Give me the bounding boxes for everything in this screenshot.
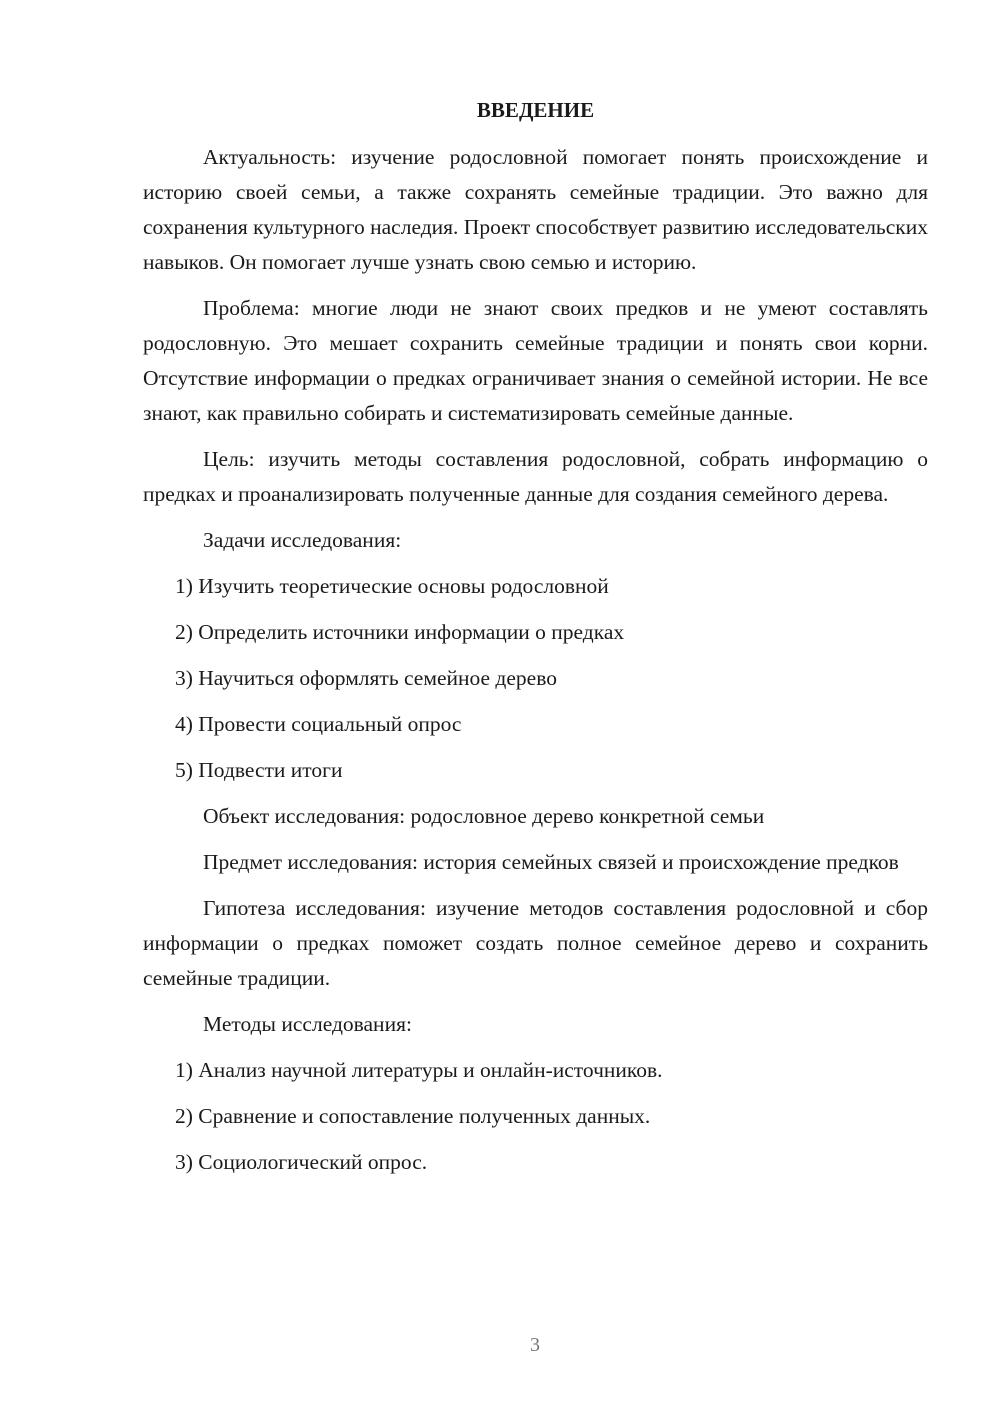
section-title: ВВЕДЕНИЕ: [476, 98, 595, 122]
method-item: 2) Сравнение и сопоставление полученных данных.: [175, 1104, 651, 1128]
hypothesis-paragraph: Гипотеза исследования: изучение методов составления родословной и сбор информации о предках поможет создать полное семейное дерево и сохранить семейные традиции.: [143, 896, 928, 990]
tasks-list: [143, 569, 928, 788]
task-item: 5) Подвести итоги: [175, 758, 343, 782]
goal-paragraph: Цель: изучить методы составления родословной, собрать информацию о предках и проанализировать полученные данные для создания семейного дерева.: [143, 447, 928, 506]
document-body: [143, 93, 928, 1191]
task-item: 4) Провести социальный опрос: [175, 712, 462, 736]
subject-paragraph: Предмет исследования: история семейных связей и происхождение предков: [203, 850, 899, 874]
problem-paragraph: Проблема: многие люди не знают своих предков и не умеют составлять родословную. Это мешает сохранить семейные традиции и понять свои корни. Отсутствие информации о предках ограничивает знания о семейной истории. Не все знают, как правильно собирать и систематизировать семейные данные.: [143, 296, 928, 425]
methods-list: [143, 1053, 928, 1180]
task-item: 1) Изучить теоретические основы родословной: [175, 574, 609, 598]
methods-heading: Методы исследования:: [203, 1012, 412, 1036]
relevance-paragraph: Актуальность: изучение родословной помогает понять происхождение и историю своей семьи, а также сохранять семейные традиции. Это важно для сохранения культурного наследия. Проект способствует развитию исследовательских навыков. Он помогает лучше узнать свою семью и историю.: [143, 145, 928, 274]
task-item: 2) Определить источники информации о предках: [175, 620, 625, 644]
tasks-heading: Задачи исследования:: [203, 528, 402, 552]
page-number: 3: [530, 1334, 540, 1356]
task-item: 3) Научиться оформлять семейное дерево: [175, 666, 557, 690]
method-item: 1) Анализ научной литературы и онлайн-источников.: [175, 1058, 663, 1082]
object-paragraph: Объект исследования: родословное дерево конкретной семьи: [203, 804, 765, 828]
method-item: 3) Социологический опрос.: [175, 1150, 428, 1174]
